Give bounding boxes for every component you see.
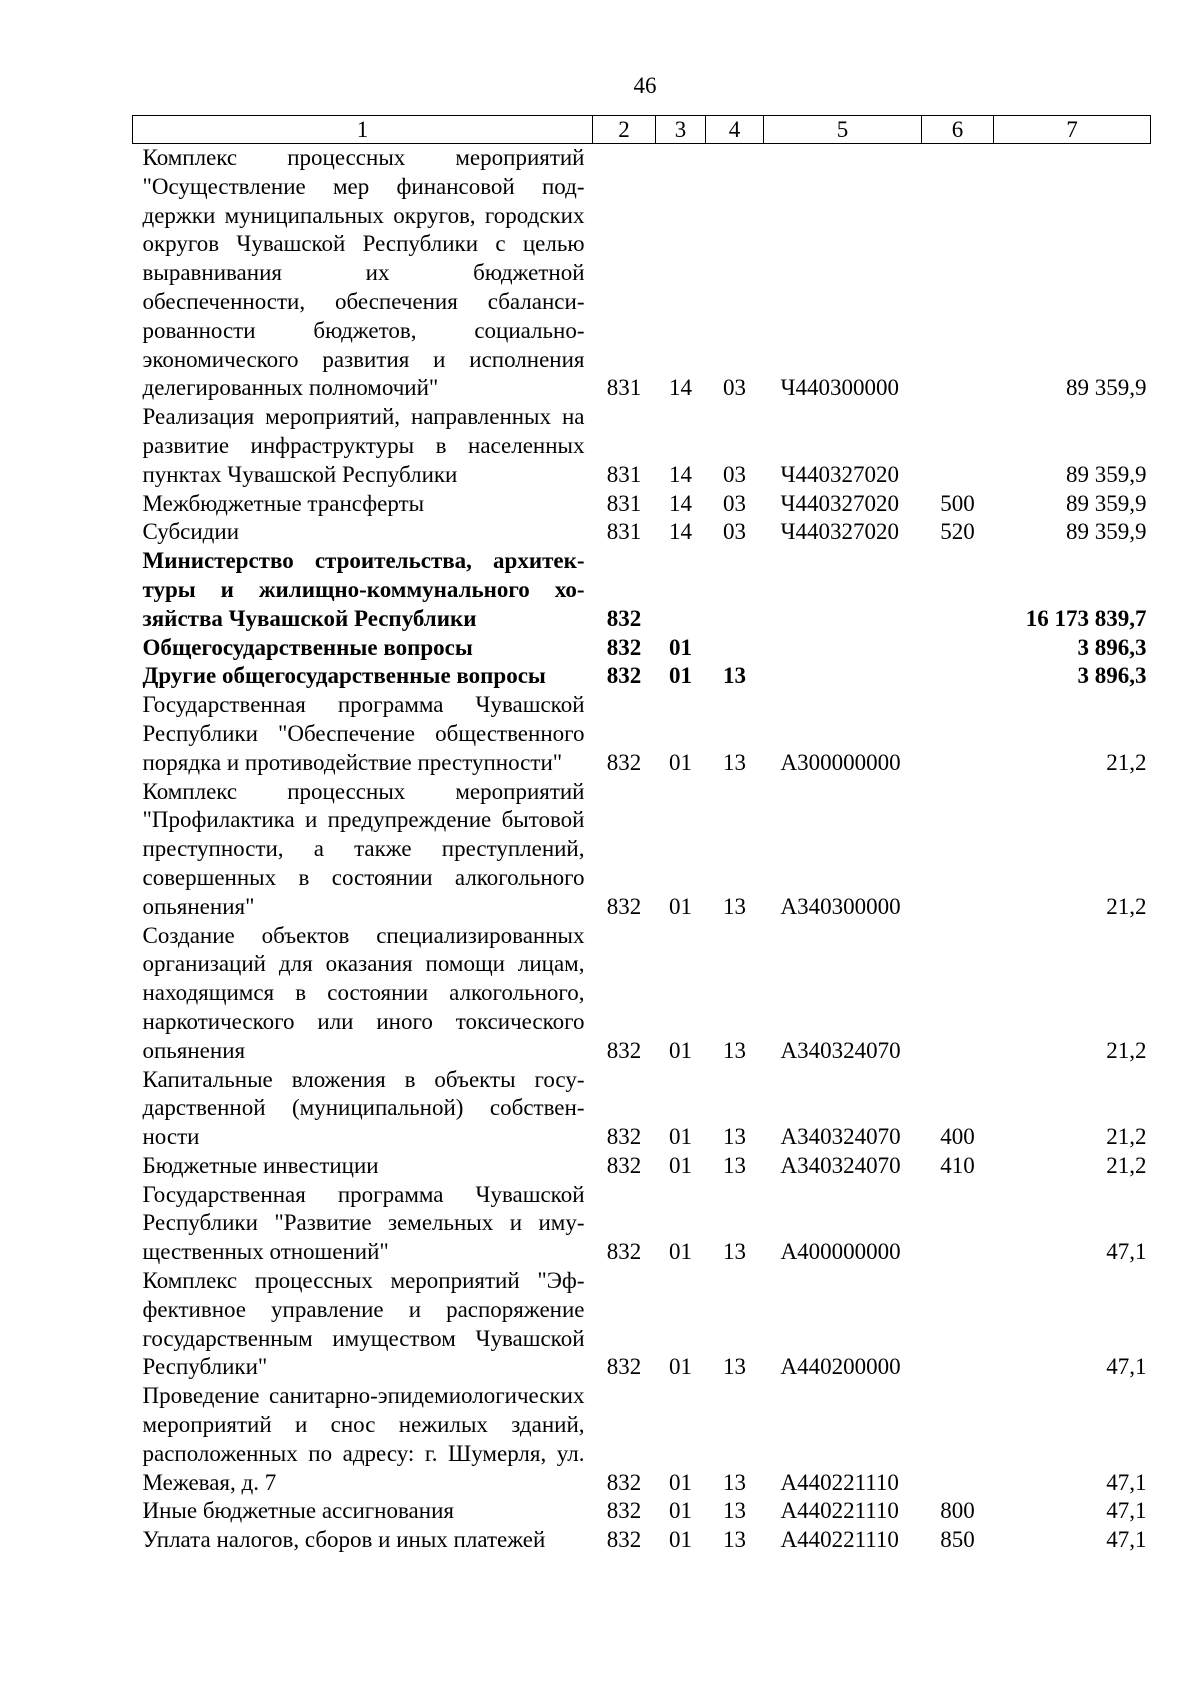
row-amount: 21,2 bbox=[1106, 1124, 1147, 1150]
row-expense-type: 850 bbox=[940, 1527, 975, 1553]
row-expense-type: 800 bbox=[940, 1498, 975, 1524]
table-row bbox=[133, 144, 1151, 404]
row-section: 01 bbox=[669, 1354, 692, 1380]
row-target-article: А440221110 bbox=[780, 1469, 899, 1495]
row-target-article: А300000000 bbox=[780, 749, 901, 775]
table-row bbox=[133, 1181, 1151, 1267]
table-header bbox=[133, 116, 1151, 144]
table-row bbox=[133, 1152, 1151, 1181]
row-expense-type bbox=[922, 144, 994, 404]
row-expense-type: 400 bbox=[940, 1124, 975, 1150]
row-grbs: 832 bbox=[606, 1239, 642, 1265]
row-subsection: 13 bbox=[723, 1037, 746, 1063]
row-grbs: 832 bbox=[606, 1527, 642, 1553]
row-section: 14 bbox=[669, 461, 692, 487]
row-name: Бюджетные инвестиции bbox=[142, 1152, 379, 1178]
row-amount: 21,2 bbox=[1106, 1037, 1147, 1063]
row-section: 01 bbox=[669, 1469, 692, 1495]
row-section: 14 bbox=[669, 519, 692, 545]
row-expense-type bbox=[922, 662, 994, 691]
row-target-article bbox=[764, 662, 922, 691]
row-section: 14 bbox=[669, 375, 692, 401]
row-name: Министерство строительства, архитектуры и жилищно-коммунального хозяйства Чувашской Республики bbox=[142, 548, 585, 631]
header-cell-2: 2 bbox=[593, 116, 656, 144]
row-grbs: 831 bbox=[606, 490, 642, 516]
row-target-article: Ч440327020 bbox=[780, 461, 899, 487]
row-subsection: 03 bbox=[723, 461, 746, 487]
row-target-article: Ч440327020 bbox=[780, 519, 899, 545]
row-subsection: 13 bbox=[723, 893, 746, 919]
row-amount: 89 359,9 bbox=[1066, 490, 1147, 516]
row-subsection: 13 bbox=[723, 1239, 746, 1265]
row-target-article: А440221110 bbox=[780, 1498, 899, 1524]
row-target-article: А340300000 bbox=[780, 893, 901, 919]
row-name: Комплекс процессных мероприятий "Эффективное управление и распоряжение государственным имуществом Чувашской Республики" bbox=[142, 1268, 585, 1380]
table-row bbox=[133, 518, 1151, 547]
table-row bbox=[133, 634, 1151, 663]
row-expense-type bbox=[922, 547, 994, 633]
row-section: 01 bbox=[669, 1498, 692, 1524]
row-grbs: 832 bbox=[606, 1354, 642, 1380]
row-subsection: 13 bbox=[723, 663, 746, 689]
row-name: Государственная программа Чувашской Республики "Обеспечение общественного порядка и противодействие преступности" bbox=[142, 692, 585, 775]
row-amount: 89 359,9 bbox=[1066, 375, 1147, 401]
row-subsection: 13 bbox=[723, 1469, 746, 1495]
row-target-article: А440200000 bbox=[780, 1354, 901, 1380]
row-amount: 21,2 bbox=[1106, 749, 1147, 775]
row-target-article: А440221110 bbox=[780, 1527, 899, 1553]
row-section bbox=[656, 547, 706, 633]
row-amount: 21,2 bbox=[1106, 893, 1147, 919]
table-row bbox=[133, 691, 1151, 777]
header-cell-3: 3 bbox=[656, 116, 706, 144]
row-expense-type: 520 bbox=[940, 519, 975, 545]
row-section: 01 bbox=[669, 1527, 692, 1553]
row-name: Общегосударственные вопросы bbox=[142, 634, 473, 660]
budget-table bbox=[132, 115, 1151, 1555]
row-amount: 89 359,9 bbox=[1066, 519, 1147, 545]
row-target-article: А340324070 bbox=[780, 1152, 901, 1178]
row-expense-type bbox=[922, 403, 994, 489]
row-grbs: 831 bbox=[606, 519, 642, 545]
table-row bbox=[133, 778, 1151, 922]
row-name: Создание объектов специализированных организаций для оказания помощи лицам, находящимся в состоянии алкогольного, наркотического или иного токсического опьянения bbox=[142, 922, 585, 1063]
row-expense-type bbox=[922, 691, 994, 777]
table-row bbox=[133, 1497, 1151, 1526]
row-expense-type bbox=[922, 1382, 994, 1497]
table-row bbox=[133, 403, 1151, 489]
row-amount: 47,1 bbox=[1106, 1469, 1147, 1495]
row-amount: 21,2 bbox=[1106, 1152, 1147, 1178]
table-row bbox=[133, 490, 1151, 519]
row-target-article: А400000000 bbox=[780, 1239, 901, 1265]
row-subsection: 03 bbox=[723, 490, 746, 516]
row-target-article: А340324070 bbox=[780, 1124, 901, 1150]
row-grbs: 832 bbox=[606, 1037, 642, 1063]
table-row bbox=[133, 547, 1151, 633]
header-cell-6: 6 bbox=[922, 116, 994, 144]
row-grbs: 832 bbox=[606, 663, 642, 689]
row-grbs: 832 bbox=[606, 893, 642, 919]
row-grbs: 831 bbox=[606, 375, 642, 401]
row-subsection: 13 bbox=[723, 1354, 746, 1380]
row-grbs: 832 bbox=[606, 1124, 642, 1150]
header-cell-1: 1 bbox=[133, 116, 593, 144]
row-subsection bbox=[706, 547, 764, 633]
row-grbs: 832 bbox=[606, 1469, 642, 1495]
row-expense-type bbox=[922, 1267, 994, 1382]
row-target-article: Ч440327020 bbox=[780, 490, 899, 516]
table-row bbox=[133, 1066, 1151, 1152]
page-number: 46 bbox=[633, 73, 657, 98]
row-grbs: 832 bbox=[606, 605, 642, 631]
row-section: 01 bbox=[669, 634, 692, 660]
header-row bbox=[133, 116, 1151, 144]
row-subsection: 03 bbox=[723, 375, 746, 401]
row-section: 01 bbox=[669, 1037, 692, 1063]
row-subsection: 13 bbox=[723, 1527, 746, 1553]
header-cell-7: 7 bbox=[994, 116, 1151, 144]
row-name: Субсидии bbox=[142, 519, 240, 545]
row-subsection bbox=[706, 634, 764, 663]
header-cell-5: 5 bbox=[764, 116, 922, 144]
row-amount: 47,1 bbox=[1106, 1354, 1147, 1380]
table-row bbox=[133, 1526, 1151, 1555]
row-section: 01 bbox=[669, 1239, 692, 1265]
row-target-article bbox=[764, 547, 922, 633]
table-row bbox=[133, 662, 1151, 691]
row-grbs: 832 bbox=[606, 749, 642, 775]
row-amount: 47,1 bbox=[1106, 1239, 1147, 1265]
row-expense-type bbox=[922, 778, 994, 922]
row-section: 14 bbox=[669, 490, 692, 516]
row-section: 01 bbox=[669, 749, 692, 775]
row-amount: 89 359,9 bbox=[1066, 461, 1147, 487]
row-grbs: 831 bbox=[606, 461, 642, 487]
row-subsection: 03 bbox=[723, 519, 746, 545]
row-expense-type bbox=[922, 634, 994, 663]
row-grbs: 832 bbox=[606, 1152, 642, 1178]
row-name: Капитальные вложения в объекты государственной (муниципальной) собственности bbox=[142, 1066, 585, 1150]
row-name: Межбюджетные трансферты bbox=[142, 490, 425, 516]
row-name: Другие общегосударственные вопросы bbox=[142, 663, 546, 689]
row-name: Реализация мероприятий, направленных на развитие инфраструктуры в населенных пунктах Чувашской Республики bbox=[142, 404, 585, 487]
row-target-article bbox=[764, 634, 922, 663]
row-amount: 3 896,3 bbox=[1077, 634, 1147, 660]
row-subsection: 13 bbox=[723, 1152, 746, 1178]
table-row bbox=[133, 1382, 1151, 1497]
row-name: Комплекс процессных мероприятий "Осуществление мер финансовой поддержки муниципальных округов, городских округов Чувашской Республики с целью выравнивания их бюджетной обеспеченности, обеспечения сбалансированности бюджетов, социально-экономического развития и исполнения делегированных полномочий" bbox=[142, 145, 585, 401]
row-expense-type: 410 bbox=[940, 1152, 975, 1178]
row-amount: 3 896,3 bbox=[1077, 663, 1147, 689]
row-amount: 16 173 839,7 bbox=[1025, 605, 1147, 631]
row-expense-type bbox=[922, 922, 994, 1066]
row-grbs: 832 bbox=[606, 1498, 642, 1524]
table-row bbox=[133, 1267, 1151, 1382]
row-target-article: А340324070 bbox=[780, 1037, 901, 1063]
row-section: 01 bbox=[669, 1152, 692, 1178]
row-subsection: 13 bbox=[723, 1124, 746, 1150]
row-section: 01 bbox=[669, 893, 692, 919]
row-name: Комплекс процессных мероприятий "Профилактика и предупреждение бытовой преступности, а также преступлений, совершенных в состоянии алкогольного опьянения" bbox=[142, 778, 585, 919]
row-target-article: Ч440300000 bbox=[780, 375, 899, 401]
row-name: Проведение санитарно-эпидемиологических мероприятий и снос нежилых зданий, расположенных по адресу: г. Шумерля, ул. Межевая, д. 7 bbox=[142, 1383, 585, 1495]
row-section: 01 bbox=[669, 1124, 692, 1150]
row-amount: 47,1 bbox=[1106, 1498, 1147, 1524]
row-subsection: 13 bbox=[723, 749, 746, 775]
row-name: Иные бюджетные ассигнования bbox=[142, 1498, 454, 1524]
row-subsection: 13 bbox=[723, 1498, 746, 1524]
table-row bbox=[133, 922, 1151, 1066]
row-grbs: 832 bbox=[606, 634, 642, 660]
row-section: 01 bbox=[669, 663, 692, 689]
row-name: Уплата налогов, сборов и иных платежей bbox=[142, 1527, 546, 1553]
table-body bbox=[133, 144, 1151, 1556]
row-expense-type: 500 bbox=[940, 490, 975, 516]
row-name: Государственная программа Чувашской Республики "Развитие земельных и имущественных отношений" bbox=[142, 1181, 585, 1265]
row-amount: 47,1 bbox=[1106, 1527, 1147, 1553]
row-expense-type bbox=[922, 1181, 994, 1267]
header-cell-4: 4 bbox=[706, 116, 764, 144]
